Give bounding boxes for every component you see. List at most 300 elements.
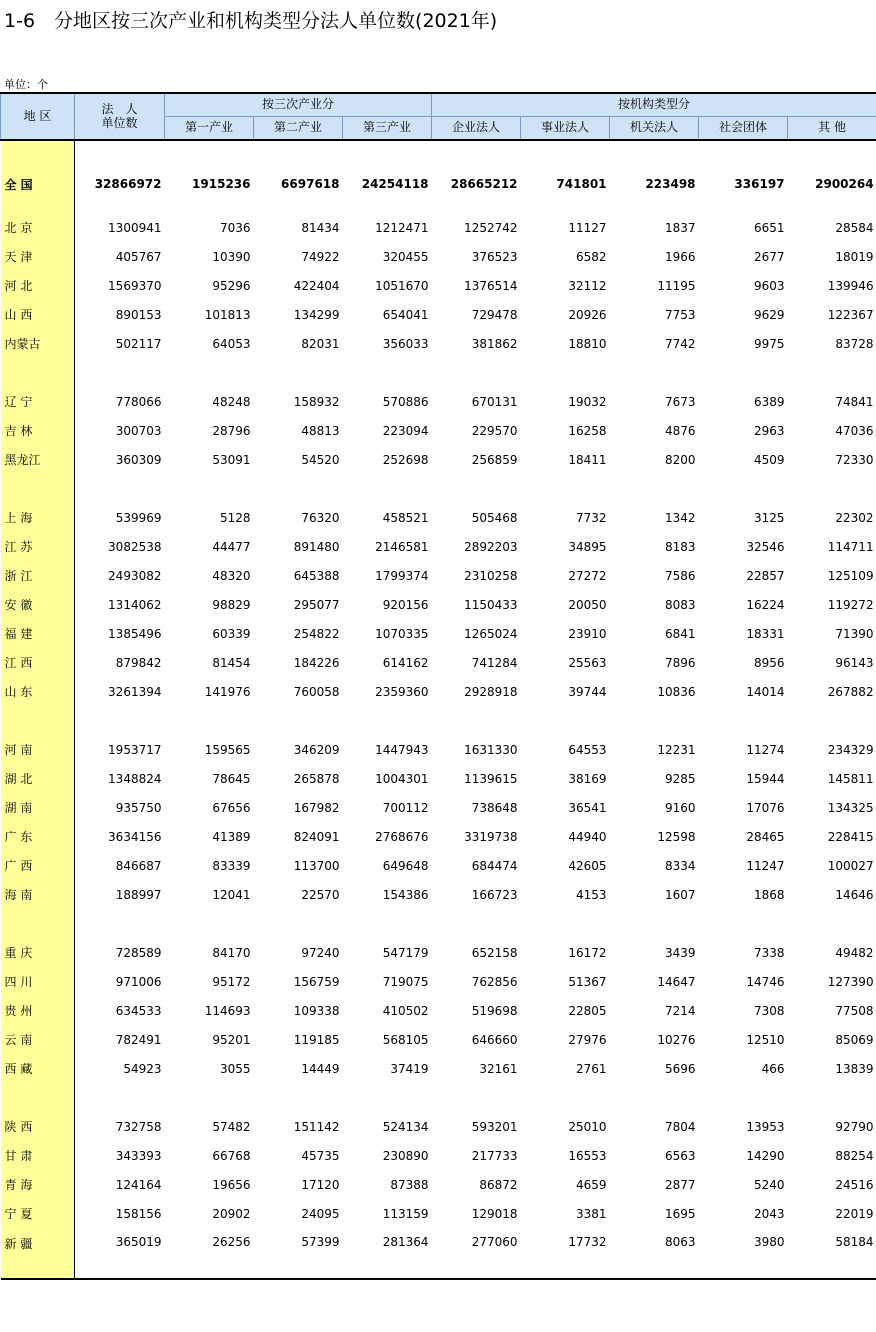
value-cell: 6651: [753, 220, 785, 235]
value-cell: 16553: [568, 1148, 607, 1163]
value-cell: 1607: [664, 887, 696, 902]
value-cell: 3980: [699, 1228, 788, 1279]
value-cell: 778066: [115, 394, 162, 409]
region-name: 吉 林: [1, 416, 75, 445]
value-cell: 85069: [835, 1032, 874, 1047]
value-cell: 1837: [664, 220, 696, 235]
value-cell: 381862: [471, 336, 518, 351]
value-cell: 95172: [212, 974, 251, 989]
value-cell: 1212471: [375, 220, 429, 235]
value-cell: 336197: [734, 177, 785, 191]
value-cell: 28796: [212, 423, 251, 438]
region-name: 四 川: [1, 967, 75, 996]
value-cell: 524134: [382, 1119, 429, 1134]
table-row: [1, 735, 876, 764]
value-cell: 109338: [293, 1003, 340, 1018]
table-row: [1, 271, 876, 300]
table-body: [1, 140, 876, 1279]
value-cell: 649648: [382, 858, 429, 873]
value-cell: 57482: [212, 1119, 251, 1134]
value-cell: 24516: [835, 1177, 874, 1192]
value-cell: 256859: [471, 452, 518, 467]
value-cell: 113159: [382, 1206, 429, 1221]
value-cell: 971006: [115, 974, 162, 989]
value-cell: 17120: [301, 1177, 340, 1192]
value-cell: 782491: [115, 1032, 162, 1047]
value-cell: 9629: [753, 307, 785, 322]
value-cell: 6563: [664, 1148, 696, 1163]
spacer-row: [1, 358, 876, 387]
value-cell: 824091: [293, 829, 340, 844]
value-cell: 1314062: [108, 597, 162, 612]
value-cell: 6389: [753, 394, 785, 409]
header-col: 第二产业: [254, 117, 343, 141]
spacer-row: [1, 909, 876, 938]
value-cell: 729478: [471, 307, 518, 322]
value-cell: 15944: [746, 771, 785, 786]
value-cell: 8183: [664, 539, 696, 554]
table-row: [1, 1112, 876, 1141]
table-row: [1, 242, 876, 271]
region-name: 甘 肃: [1, 1141, 75, 1170]
value-cell: 48320: [212, 568, 251, 583]
value-cell: 64053: [212, 336, 251, 351]
value-cell: 17732: [521, 1228, 610, 1279]
region-name: 青 海: [1, 1170, 75, 1199]
value-cell: 890153: [115, 307, 162, 322]
value-cell: 53091: [212, 452, 251, 467]
value-cell: 97240: [301, 945, 340, 960]
value-cell: 1348824: [108, 771, 162, 786]
value-cell: 265878: [293, 771, 340, 786]
value-cell: 3261394: [108, 684, 162, 699]
value-cell: 2768676: [375, 829, 429, 844]
value-cell: 343393: [115, 1148, 162, 1163]
value-cell: 1139615: [464, 771, 518, 786]
value-cell: 1265024: [464, 626, 518, 641]
header-group-org: 按机构类型分: [432, 93, 876, 117]
value-cell: 145811: [827, 771, 874, 786]
value-cell: 281364: [343, 1228, 432, 1279]
value-cell: 8083: [664, 597, 696, 612]
value-cell: 1376514: [464, 278, 518, 293]
value-cell: 728589: [115, 945, 162, 960]
value-cell: 7036: [219, 220, 251, 235]
value-cell: 920156: [382, 597, 429, 612]
table-row: [1, 387, 876, 416]
region-name: 宁 夏: [1, 1199, 75, 1228]
value-cell: 64553: [568, 742, 607, 757]
value-cell: 891480: [293, 539, 340, 554]
value-cell: 879842: [115, 655, 162, 670]
value-cell: 57399: [254, 1228, 343, 1279]
table-row: [1, 1199, 876, 1228]
value-cell: 12231: [657, 742, 696, 757]
value-cell: 1695: [664, 1206, 696, 1221]
value-cell: 47036: [835, 423, 874, 438]
value-cell: 10276: [657, 1032, 696, 1047]
value-cell: 44940: [568, 829, 607, 844]
unit-label: 单位：个: [4, 78, 48, 91]
spacer-row: [1, 474, 876, 503]
value-cell: 738648: [471, 800, 518, 815]
value-cell: 4876: [664, 423, 696, 438]
value-cell: 27272: [568, 568, 607, 583]
value-cell: 98829: [212, 597, 251, 612]
value-cell: 346209: [293, 742, 340, 757]
value-cell: 139946: [827, 278, 874, 293]
value-cell: 13839: [835, 1061, 874, 1076]
region-name: 海 南: [1, 880, 75, 909]
value-cell: 18810: [568, 336, 607, 351]
value-cell: 12510: [746, 1032, 785, 1047]
value-cell: 741284: [471, 655, 518, 670]
header-group-industry: 按三次产业分: [165, 93, 432, 117]
value-cell: 3634156: [108, 829, 162, 844]
value-cell: 1953717: [108, 742, 162, 757]
value-cell: 18019: [835, 249, 874, 264]
value-cell: 24095: [301, 1206, 340, 1221]
value-cell: 114711: [827, 539, 874, 554]
region-name: 贵 州: [1, 996, 75, 1025]
value-cell: 846687: [115, 858, 162, 873]
table-row: [1, 300, 876, 329]
value-cell: 2677: [753, 249, 785, 264]
region-name: 湖 南: [1, 793, 75, 822]
value-cell: 229570: [471, 423, 518, 438]
spacer-row: [1, 706, 876, 735]
value-cell: 4659: [575, 1177, 607, 1192]
value-cell: 34895: [568, 539, 607, 554]
value-cell: 254822: [293, 626, 340, 641]
value-cell: 5240: [753, 1177, 785, 1192]
value-cell: 83339: [212, 858, 251, 873]
region-name: 山 东: [1, 677, 75, 706]
page-title: 1-6 分地区按三次产业和机构类型分法人单位数(2021年): [4, 10, 498, 32]
table-row: [1, 329, 876, 358]
value-cell: 11127: [568, 220, 607, 235]
value-cell: 77508: [835, 1003, 874, 1018]
table-row: [1, 416, 876, 445]
value-cell: 32112: [568, 278, 607, 293]
value-cell: 38169: [568, 771, 607, 786]
value-cell: 129018: [471, 1206, 518, 1221]
value-cell: 119272: [827, 597, 874, 612]
value-cell: 7214: [664, 1003, 696, 1018]
region-name: 安 徽: [1, 590, 75, 619]
value-cell: 670131: [471, 394, 518, 409]
value-cell: 732758: [115, 1119, 162, 1134]
value-cell: 125109: [827, 568, 874, 583]
region-name: 广 东: [1, 822, 75, 851]
value-cell: 23910: [568, 626, 607, 641]
value-cell: 12598: [657, 829, 696, 844]
table-row: [1, 155, 876, 213]
value-cell: 66768: [212, 1148, 251, 1163]
value-cell: 10390: [212, 249, 251, 264]
value-cell: 28465: [746, 829, 785, 844]
header-col: 社会团体: [699, 117, 788, 141]
table-row: [1, 648, 876, 677]
value-cell: 156759: [293, 974, 340, 989]
value-cell: 6582: [575, 249, 607, 264]
value-cell: 267882: [827, 684, 874, 699]
value-cell: 25010: [568, 1119, 607, 1134]
value-cell: 96143: [835, 655, 874, 670]
value-cell: 234329: [827, 742, 874, 757]
value-cell: 14647: [657, 974, 696, 989]
value-cell: 119185: [293, 1032, 340, 1047]
value-cell: 7753: [664, 307, 696, 322]
value-cell: 410502: [382, 1003, 429, 1018]
value-cell: 92790: [835, 1119, 874, 1134]
table-row: [1, 561, 876, 590]
value-cell: 8956: [753, 655, 785, 670]
table-row: [1, 619, 876, 648]
value-cell: 14290: [746, 1148, 785, 1163]
value-cell: 113700: [293, 858, 340, 873]
value-cell: 37419: [390, 1061, 429, 1076]
value-cell: 184226: [293, 655, 340, 670]
value-cell: 16224: [746, 597, 785, 612]
value-cell: 78645: [212, 771, 251, 786]
value-cell: 2043: [753, 1206, 785, 1221]
value-cell: 58184: [788, 1228, 876, 1279]
table-row: [1, 503, 876, 532]
value-cell: 74841: [835, 394, 874, 409]
table-row: [1, 764, 876, 793]
value-cell: 2493082: [108, 568, 162, 583]
header-col: 企业法人: [432, 117, 521, 141]
value-cell: 7308: [753, 1003, 785, 1018]
value-cell: 32161: [479, 1061, 518, 1076]
value-cell: 24254118: [361, 177, 429, 191]
value-cell: 151142: [293, 1119, 340, 1134]
value-cell: 466: [761, 1061, 785, 1076]
value-cell: 83728: [835, 336, 874, 351]
value-cell: 60339: [212, 626, 251, 641]
value-cell: 7338: [753, 945, 785, 960]
value-cell: 300703: [115, 423, 162, 438]
value-cell: 74922: [301, 249, 340, 264]
value-cell: 295077: [293, 597, 340, 612]
value-cell: 320455: [382, 249, 429, 264]
value-cell: 167982: [293, 800, 340, 815]
value-cell: 593201: [471, 1119, 518, 1134]
value-cell: 9285: [664, 771, 696, 786]
value-cell: 19656: [212, 1177, 251, 1192]
value-cell: 28665212: [450, 177, 518, 191]
value-cell: 20926: [568, 307, 607, 322]
table-row: [1, 1025, 876, 1054]
value-cell: 1569370: [108, 278, 162, 293]
value-cell: 11195: [657, 278, 696, 293]
value-cell: 54923: [123, 1061, 162, 1076]
header-region: 地 区: [1, 93, 75, 140]
value-cell: 14646: [835, 887, 874, 902]
value-cell: 18411: [568, 452, 607, 467]
header-col: 其 他: [788, 117, 876, 141]
value-cell: 13953: [746, 1119, 785, 1134]
value-cell: 614162: [382, 655, 429, 670]
value-cell: 166723: [471, 887, 518, 902]
value-cell: 4153: [575, 887, 607, 902]
value-cell: 2310258: [464, 568, 518, 583]
value-cell: 5696: [664, 1061, 696, 1076]
value-cell: 12041: [212, 887, 251, 902]
table-row: [1, 967, 876, 996]
value-cell: 2877: [664, 1177, 696, 1192]
value-cell: 223094: [382, 423, 429, 438]
value-cell: 20902: [212, 1206, 251, 1221]
region-name: 广 西: [1, 851, 75, 880]
value-cell: 6841: [664, 626, 696, 641]
value-cell: 14449: [301, 1061, 340, 1076]
table-row: [1, 1228, 876, 1279]
value-cell: 252698: [382, 452, 429, 467]
value-cell: 22805: [568, 1003, 607, 1018]
value-cell: 71390: [835, 626, 874, 641]
value-cell: 22019: [835, 1206, 874, 1221]
value-cell: 2146581: [375, 539, 429, 554]
table-row: [1, 445, 876, 474]
value-cell: 3125: [753, 510, 785, 525]
value-cell: 16258: [568, 423, 607, 438]
value-cell: 1004301: [375, 771, 429, 786]
table-header: [1, 93, 876, 140]
value-cell: 8334: [664, 858, 696, 873]
value-cell: 1252742: [464, 220, 518, 235]
value-cell: 1385496: [108, 626, 162, 641]
value-cell: 76320: [301, 510, 340, 525]
value-cell: 42605: [568, 858, 607, 873]
value-cell: 684474: [471, 858, 518, 873]
value-cell: 26256: [165, 1228, 254, 1279]
value-cell: 1070335: [375, 626, 429, 641]
value-cell: 652158: [471, 945, 518, 960]
value-cell: 27976: [568, 1032, 607, 1047]
table-row: [1, 590, 876, 619]
value-cell: 87388: [390, 1177, 429, 1192]
value-cell: 760058: [293, 684, 340, 699]
header-col: 第三产业: [343, 117, 432, 141]
value-cell: 32546: [746, 539, 785, 554]
value-cell: 645388: [293, 568, 340, 583]
value-cell: 86872: [479, 1177, 518, 1192]
region-name: 全 国: [1, 155, 75, 213]
table-row: [1, 822, 876, 851]
value-cell: 154386: [382, 887, 429, 902]
value-cell: 9603: [753, 278, 785, 293]
value-cell: 1342: [664, 510, 696, 525]
value-cell: 16172: [568, 945, 607, 960]
value-cell: 22302: [835, 510, 874, 525]
value-cell: 700112: [382, 800, 429, 815]
header-total: [75, 93, 165, 140]
region-name: 新 疆: [1, 1228, 75, 1279]
value-cell: 48248: [212, 394, 251, 409]
value-cell: 100027: [827, 858, 874, 873]
value-cell: 365019: [75, 1228, 165, 1279]
value-cell: 7673: [664, 394, 696, 409]
value-cell: 634533: [115, 1003, 162, 1018]
value-cell: 19032: [568, 394, 607, 409]
value-cell: 7586: [664, 568, 696, 583]
value-cell: 18331: [746, 626, 785, 641]
value-cell: 45735: [301, 1148, 340, 1163]
value-cell: 228415: [827, 829, 874, 844]
value-cell: 539969: [115, 510, 162, 525]
value-cell: 9160: [664, 800, 696, 815]
value-cell: 22857: [746, 568, 785, 583]
value-cell: 10836: [657, 684, 696, 699]
value-cell: 36541: [568, 800, 607, 815]
value-cell: 88254: [835, 1148, 874, 1163]
table-row: [1, 532, 876, 561]
region-name: 重 庆: [1, 938, 75, 967]
region-name: 天 津: [1, 242, 75, 271]
value-cell: 3439: [664, 945, 696, 960]
value-cell: 2963: [753, 423, 785, 438]
table-row: [1, 1141, 876, 1170]
value-cell: 84170: [212, 945, 251, 960]
value-cell: 502117: [115, 336, 162, 351]
value-cell: 741801: [556, 177, 607, 191]
value-cell: 2928918: [464, 684, 518, 699]
value-cell: 11274: [746, 742, 785, 757]
value-cell: 124164: [115, 1177, 162, 1192]
value-cell: 1868: [753, 887, 785, 902]
value-cell: 2359360: [375, 684, 429, 699]
value-cell: 3381: [575, 1206, 607, 1221]
value-cell: 82031: [301, 336, 340, 351]
value-cell: 188997: [115, 887, 162, 902]
table-row: [1, 1054, 876, 1083]
value-cell: 277060: [432, 1228, 521, 1279]
table-row: [1, 793, 876, 822]
value-cell: 51367: [568, 974, 607, 989]
table-row: [1, 880, 876, 909]
value-cell: 568105: [382, 1032, 429, 1047]
value-cell: 32866972: [94, 177, 162, 191]
table-row: [1, 996, 876, 1025]
value-cell: 7732: [575, 510, 607, 525]
value-cell: 6697618: [281, 177, 340, 191]
value-cell: 48813: [301, 423, 340, 438]
value-cell: 72330: [835, 452, 874, 467]
value-cell: 39744: [568, 684, 607, 699]
value-cell: 3082538: [108, 539, 162, 554]
value-cell: 159565: [204, 742, 251, 757]
table-row: [1, 213, 876, 242]
value-cell: 654041: [382, 307, 429, 322]
value-cell: 127390: [827, 974, 874, 989]
region-name: 云 南: [1, 1025, 75, 1054]
value-cell: 935750: [115, 800, 162, 815]
region-name: 北 京: [1, 213, 75, 242]
header-total-line1: 法 人: [101, 101, 138, 116]
value-cell: 1631330: [464, 742, 518, 757]
value-cell: 230890: [382, 1148, 429, 1163]
value-cell: 1447943: [375, 742, 429, 757]
region-name: 山 西: [1, 300, 75, 329]
region-name: 上 海: [1, 503, 75, 532]
value-cell: 7742: [664, 336, 696, 351]
region-name: 湖 北: [1, 764, 75, 793]
value-cell: 28584: [835, 220, 874, 235]
value-cell: 519698: [471, 1003, 518, 1018]
value-cell: 141976: [204, 684, 251, 699]
